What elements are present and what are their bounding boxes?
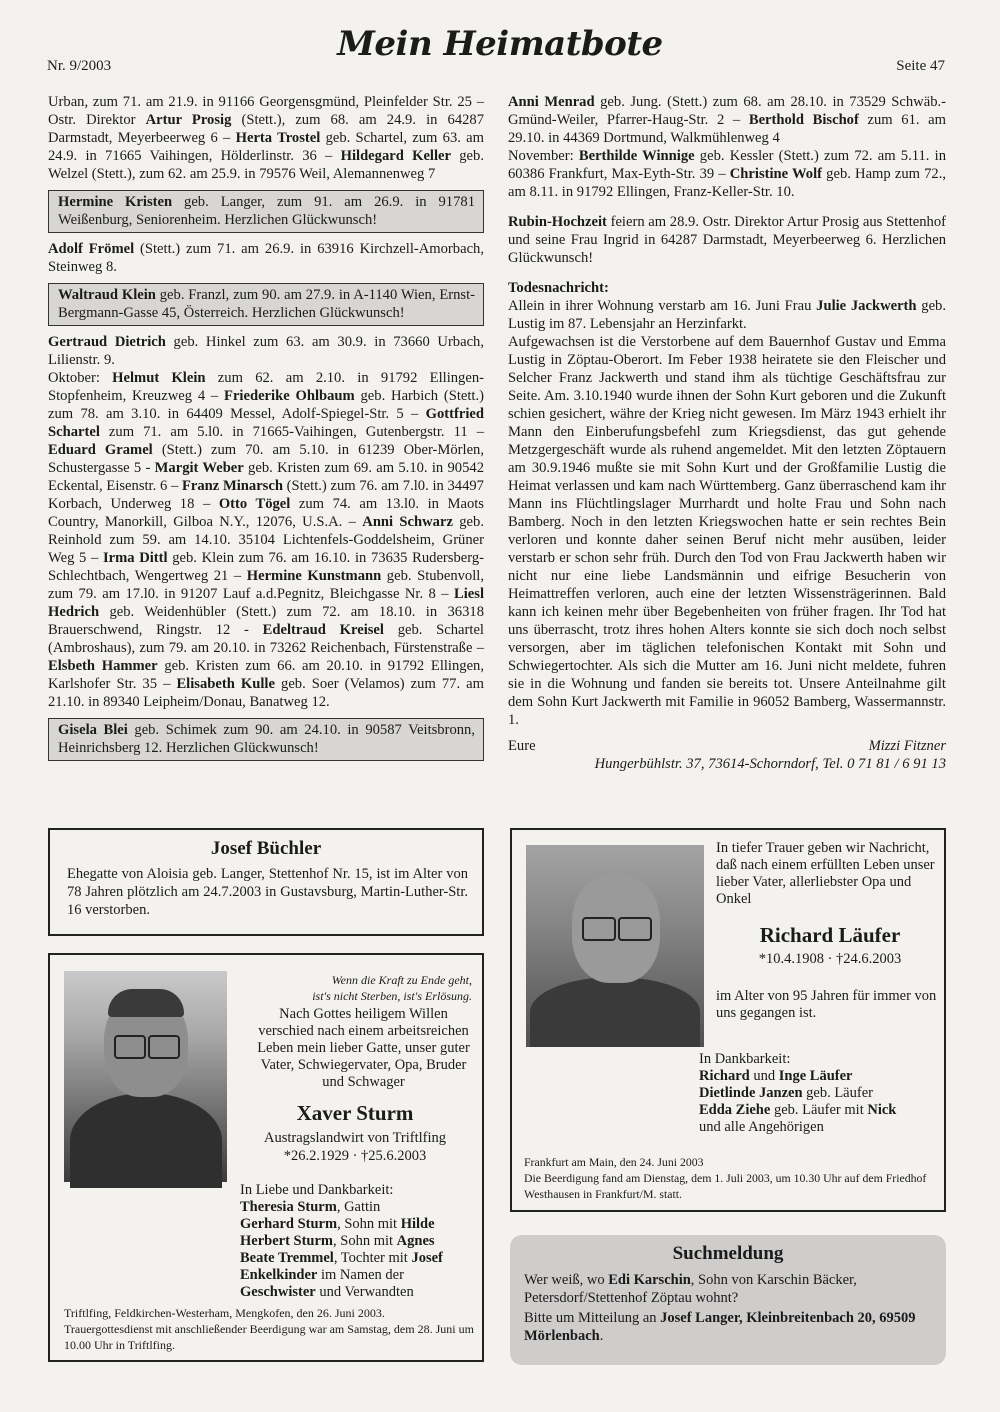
text-run: Allein in ihrer Wohnung verstarb am 16. Juni Frau (508, 298, 817, 314)
text-run: , Tochter mit (333, 1250, 412, 1266)
text-run: geb. Kristen zum 66. am 20.10. in 91792 Ellingen, Karlshofer Str. 35 – (48, 658, 484, 692)
obituary-title: Todesnachricht: (508, 280, 609, 296)
signature-address: Hungerbühlstr. 37, 73614-Schorndorf, Tel. 0 71 81 / 6 91 13 (594, 756, 946, 772)
name-text: Geschwister (240, 1284, 316, 1300)
name-text: Inge Läufer (778, 1068, 853, 1084)
text-run: , Sohn von Karschin Bäcker, Petersdorf/Stettenhof Zöptau wohnt? (524, 1272, 857, 1306)
list-line (240, 1250, 476, 1267)
motto-line: Wenn die Kraft zu Ende geht, (331, 973, 472, 987)
ruby-wedding (508, 213, 946, 267)
name-text: Beate Tremmel (240, 1250, 334, 1266)
text-run: geb. Soer (Velamos) zum 77. am 21.10. in 89340 Leipheim/Donau, Banatweg 12. (48, 676, 484, 710)
name-text: Adolf Frömel (48, 241, 135, 257)
death-notice-sturm (48, 953, 484, 1362)
name-text: Otto Tögel (218, 496, 291, 512)
text-run: , Gattin (336, 1199, 381, 1215)
list-line (240, 1216, 476, 1233)
footer-line: Frankfurt am Main, den 24. Juni 2003 (524, 1155, 704, 1169)
name-text: Elsbeth Hammer (48, 658, 158, 674)
text-run: , Sohn mit (333, 1233, 397, 1249)
name-text: Nick (867, 1102, 897, 1118)
name-text: Christine Wolf (729, 166, 823, 182)
name-text: Enkelkinder (240, 1267, 318, 1283)
list-line (240, 1284, 476, 1301)
text-run: feiern am 28.9. Ostr. Direktor Artur Prosig aus Stettenhof und seine Frau Ingrid in 64287 Darmstadt, Meyerbeerweg 6. Herzlichen Glückwunsch! (508, 214, 946, 266)
name-text: Hildegard Keller (340, 148, 451, 164)
name-text: Gottfried Schartel (48, 406, 484, 440)
name-text: Liesl Hedrich (48, 586, 484, 620)
name-text: Irma Dittl (102, 550, 168, 566)
obituary-lead (508, 297, 946, 333)
text-run: geb. Hamp zum 72., am 8.11. in 91792 Ellingen, Franz-Keller-Str. 10. (508, 166, 947, 200)
notice-footer (64, 1305, 474, 1353)
name-text: Gisela Blei (58, 722, 128, 738)
list-line (699, 1119, 939, 1136)
text-run: zum 71. am 5.l0. in 71665-Vaihingen, Gutenbergstr. 11 – (99, 424, 484, 440)
name-text: Berthilde Winnige (578, 148, 695, 164)
search-notice-title: Suchmeldung (672, 1243, 784, 1264)
portrait-photo (64, 971, 227, 1182)
birthday-paragraph (48, 240, 484, 276)
signature-name: Mizzi Fitzner (868, 738, 946, 754)
name-text: Edda Ziehe (699, 1102, 771, 1118)
text-run: (Stett.), zum 68. am 24.9. in 64287 Darmstadt, Meyerbeerweg 6 – (48, 112, 485, 146)
motto-line: ist's nicht Sterben, ist's Erlösung. (312, 989, 472, 1003)
text-run: (Stett.) zum 70. am 5.10. in 61239 Ober-Mörlen, Schustergasse 5 - (48, 442, 484, 476)
footer-line: Triftlfing, Feldkirchen-Westerham, Mengkofen, den 26. Juni 2003. (64, 1306, 385, 1320)
name-text: Hilde (400, 1216, 435, 1232)
october-birthdays (48, 369, 484, 711)
right-column (508, 93, 946, 773)
birthday-paragraph (48, 333, 484, 369)
text-run: zum 74. am 13.l0. in Maots Country, Manorkill, Gilboa N.Y., 12076, U.S.A. – (48, 496, 484, 530)
name-text: Josef (411, 1250, 443, 1266)
text-run: geb. Welzel (Stett.), zum 62. am 25.9. in 79576 Weil, Alemannenweg 7 (48, 148, 484, 182)
text-run: geb. Schartel, zum 63. am 24.9. in 71665 Vaihingen, Hölderlinstr. 36 – (48, 130, 485, 164)
search-notice-body (524, 1271, 932, 1345)
search-notice-text (524, 1271, 932, 1307)
text-run: geb. Lustig im 87. Lebensjahr an Herzinfarkt. (508, 298, 946, 332)
motto (250, 972, 472, 1004)
name-text: Margit Weber (154, 460, 244, 476)
notice-text-2: im Alter von 95 Jahren für immer von uns gegangen ist. (716, 988, 937, 1021)
notice-title: Josef Büchler (210, 838, 322, 859)
list-line (240, 1199, 476, 1216)
highlight-text (58, 193, 475, 229)
text-run: (Stett.) zum 76. am 7.l0. in 34497 Korbach, Underweg 18 – (48, 478, 484, 512)
birthday-paragraph (48, 93, 484, 183)
text-run: geb. Klein zum 76. am 16.10. in 73635 Rudersberg-Schlechtbach, Wengertweg 21 – (48, 550, 484, 584)
text-run: geb. Schartel (Ambroshaus), zum 79. am 20.10. in 73262 Reichenbach, Fürstenstraße – (48, 622, 484, 656)
footer-line: Trauergottesdienst mit anschließender Beerdigung war am Samstag, dem 28. Juni um 10.00 Uhr in Triftlfing. (64, 1322, 474, 1352)
name-text: Gerhard Sturm (240, 1216, 338, 1232)
name-text: Josef Langer, Kleinbreitenbach 20, 69509 Mörlenbach (524, 1310, 916, 1344)
text-run: Urban, zum 71. am 21.9. in 91166 Georgensgmünd, Pleinfelder Str. 25 – Ostr. Direktor (48, 94, 484, 128)
text-run: geb. Kessler (Stett.) zum 72. am 5.11. in 60386 Frankfurt, Max-Eyth-Str. 39 – (508, 148, 946, 182)
text-run: geb. Jung. (Stett.) zum 68. am 28.10. in 73529 Schwäb.-Gmünd-Weiler, Pfarrer-Haug-Str. 2 – (508, 94, 947, 128)
life-dates: *10.4.1908 · †24.6.2003 (758, 951, 902, 967)
name-text: Anni Schwarz (362, 514, 453, 530)
text-run: geb. Hinkel zum 63. am 30.9. in 73660 Urbach, Lilienstr. 9. (48, 334, 484, 368)
november-birthdays (508, 147, 946, 201)
text-run: Oktober: (48, 370, 113, 386)
portrait-photo (526, 845, 704, 1047)
text-run: geb. Reinhold zum 59. am 14.10. 35104 Lichtenfels-Goddelsheim, Grüner Weg 5 – (48, 514, 484, 566)
list-line (240, 1182, 476, 1199)
text-run: , Sohn mit (337, 1216, 401, 1232)
name-text: Herbert Sturm (240, 1233, 334, 1249)
name-text: Theresia Sturm (240, 1199, 337, 1215)
footer-line: Die Beerdigung fand am Dienstag, dem 1. Juli 2003, um 10.30 Uhr auf dem Friedhof Westhausen in Frankfurt/M. statt. (524, 1171, 927, 1201)
name-text: Elisabeth Kulle (176, 676, 275, 692)
text-run: Wer weiß, wo (524, 1272, 609, 1288)
name-text: Helmut Klein (112, 370, 206, 386)
page-number: Seite 47 (896, 58, 945, 74)
name-text: Friederike Ohlbaum (224, 388, 355, 404)
text-run: geb. Weidenhübler (Stett.) zum 72. am 18.10. in 36318 Brauerschwend, Ringstr. 12 - (48, 604, 484, 638)
highlight-box (48, 718, 484, 761)
mourners-list (699, 1051, 939, 1136)
text-run: geb. Langer, zum 91. am 26.9. in 91781 Weißenburg, Seniorenheim. Herzlichen Glückwunsch! (58, 194, 475, 228)
name-text: Hermine Kristen (58, 194, 173, 210)
list-line (240, 1233, 476, 1250)
masthead-logo: Mein Heimatbote (337, 24, 663, 64)
notice-body: Ehegatte von Aloisia geb. Langer, Stettenhof Nr. 15, ist im Alter von 78 Jahren plötzlich am 24.7.2003 in Gustavsburg, Martin-Luther-Str. 16 verstorben. (67, 866, 468, 918)
name-text: Dietlinde Janzen (699, 1085, 803, 1101)
name-text: Artur Prosig (145, 112, 232, 128)
name-text: Waltraud Klein (58, 287, 156, 303)
name-text: Rubin-Hochzeit (508, 214, 607, 230)
text-run: geb. Stubenvoll, zum 79. am 17.l0. in 91207 Lauf a.d.Pegnitz, Bleichgasse Nr. 8 – (48, 568, 484, 602)
name-text: Hermine Kunstmann (246, 568, 382, 584)
name-text: Franz Minarsch (181, 478, 283, 494)
text-run: . (599, 1328, 604, 1344)
mourners-list (240, 1182, 476, 1301)
text-run: In Liebe und Dankbarkeit: (240, 1182, 394, 1198)
text-run: geb. Läufer mit (770, 1102, 868, 1118)
text-run: und Verwandten (315, 1284, 414, 1300)
text-run: geb. Kristen zum 69. am 5.10. in 90542 Eckental, Eisenstr. 6 – (48, 460, 484, 494)
death-notice-laeufer (510, 828, 946, 1212)
signature-greeting: Eure (508, 738, 536, 754)
name-text: Anni Menrad (508, 94, 595, 110)
notice-text: Nach Gottes heiligem Willen verschied nach einem arbeitsreichen Leben mein lieber Gatte, unser guter Vater, Schwiegervater, Opa, Bruder und Schwager (257, 1006, 470, 1090)
name-text: Julie Jackwerth (816, 298, 917, 314)
list-line (240, 1267, 476, 1284)
name-text: Eduard Gramel (48, 442, 153, 458)
text-run: zum 61. am 29.10. in 44369 Dortmund, Walkmühlenweg 4 (508, 112, 946, 146)
life-dates: *26.2.1929 · †25.6.2003 (283, 1148, 427, 1164)
highlight-box (48, 283, 484, 326)
name-text: Edi Karschin (608, 1272, 691, 1288)
birthday-paragraph (508, 93, 946, 147)
name-text: Gertraud Dietrich (48, 334, 166, 350)
text-run: geb. Harbich (Stett.) zum 78. am 3.10. in 64409 Messel, Adolf-Spiegel-Str. 5 – (48, 388, 484, 422)
highlight-text (58, 286, 475, 322)
issue-number: Nr. 9/2003 (47, 58, 112, 74)
list-line (699, 1051, 939, 1068)
search-notice-contact (524, 1309, 932, 1345)
list-line (699, 1068, 939, 1085)
list-line (699, 1085, 939, 1102)
text-run: im Namen der (317, 1267, 404, 1283)
notice-footer (524, 1154, 944, 1202)
name-text: Richard (699, 1068, 750, 1084)
name-text: Edeltraud Kreisel (262, 622, 384, 638)
text-run: Bitte um Mitteilung an (524, 1310, 661, 1326)
text-run: geb. Läufer (802, 1085, 873, 1101)
left-column (48, 93, 484, 768)
deceased-occupation: Austragslandwirt von Triftlfing (263, 1130, 447, 1146)
deceased-name: Richard Läufer (759, 923, 901, 947)
death-notice-buechler (48, 828, 484, 936)
signature-row (508, 737, 946, 755)
text-run: geb. Franzl, zum 90. am 27.9. in A-1140 Wien, Ernst-Bergmann-Gasse 45, Österreich. Herzlichen Glückwunsch! (58, 287, 475, 321)
text-run: November: (508, 148, 579, 164)
search-notice (510, 1235, 946, 1365)
highlight-text (58, 721, 475, 757)
name-text: Agnes (396, 1233, 435, 1249)
text-run: zum 62. am 2.10. in 91792 Ellingen-Stopfenheim, Kreuzweg 4 – (48, 370, 484, 404)
obituary-body: Aufgewachsen ist die Verstorbene auf dem Bauernhof Gustav und Emma Lustig in Zöptau-Oberort. Im Feber 1938 heiratete sie den Fleischer und Selcher Franz Jackwerth und stand ihm als tüchtige Geschäftsfrau zur Seite. Am. 3.10.1940 wurde ihnen der Sohn Kurt geboren und die Zukunft schien gesichert, währe der Krieg nicht gewesen. Im März 1943 erhielt ihr Mann den Einberufungsbefehl zum Kriegsdienst, das gut gehende Metzgergeschäft wurde als ruhend angemeldet. Mit den letzten Zöptauern am 30.9.1946 mußte sie mit Sohn Kurt und der Großfamilie Lustig die Heimat verlassen und kam nach Württemberg. Ganz überraschend kam ihr Mann ins Flüchtlingslager Murrhardt und holte Frau und Sohn nach Bamberg. Noch in den letzten Kriegswochen hatte er sein rechtes Bein verloren und konnte daher seinen Beruf nicht mehr ausüben, leider verstarb er schon sehr früh. Durch den Tod von Frau Jackwerth haben wir nicht nur eine liebe Landsmännin und eifrige Besucherin von Heimattreffen verloren, auch eine der letzten Wissensträgerinnen. Bald kann ich keinen mehr über Begebenheiten von früher fragen. Ihr Tod hat uns überrascht, trotz ihres hohen Alters konnte sie sich doch noch selbst versorgen, aber im täglichen telefonischen Kontakt mit Sohn und Schwiegertochter. Als sich die Mutter am 16. Juni nicht meldete, fuhren sie in die Wohnung und fanden sie bereits tot. Unsere Anteilnahme gilt dem Sohn Kurt Jackwerth mit Familie in 96052 Bamberg, Wassermannstr. 1. (508, 334, 946, 728)
notice-text: In tiefer Trauer geben wir Nachricht, daß nach einem erfüllten Leben unser lieber Vater, allerliebster Opa und Onkel (716, 840, 935, 907)
list-line (699, 1102, 939, 1119)
deceased-name: Xaver Sturm (296, 1101, 414, 1125)
name-text: Herta Trostel (235, 130, 321, 146)
text-run: geb. Schimek zum 90. am 24.10. in 90587 Veitsbronn, Heinrichsberg 12. Herzlichen Glückwunsch! (58, 722, 475, 756)
text-run: In Dankbarkeit: (699, 1051, 791, 1067)
name-text: Berthold Bischof (748, 112, 859, 128)
text-run: (Stett.) zum 71. am 26.9. in 63916 Kirchzell-Amorbach, Steinweg 8. (48, 241, 484, 275)
text-run: und (749, 1068, 779, 1084)
highlight-box (48, 190, 484, 233)
text-run: und alle Angehörigen (699, 1119, 824, 1135)
